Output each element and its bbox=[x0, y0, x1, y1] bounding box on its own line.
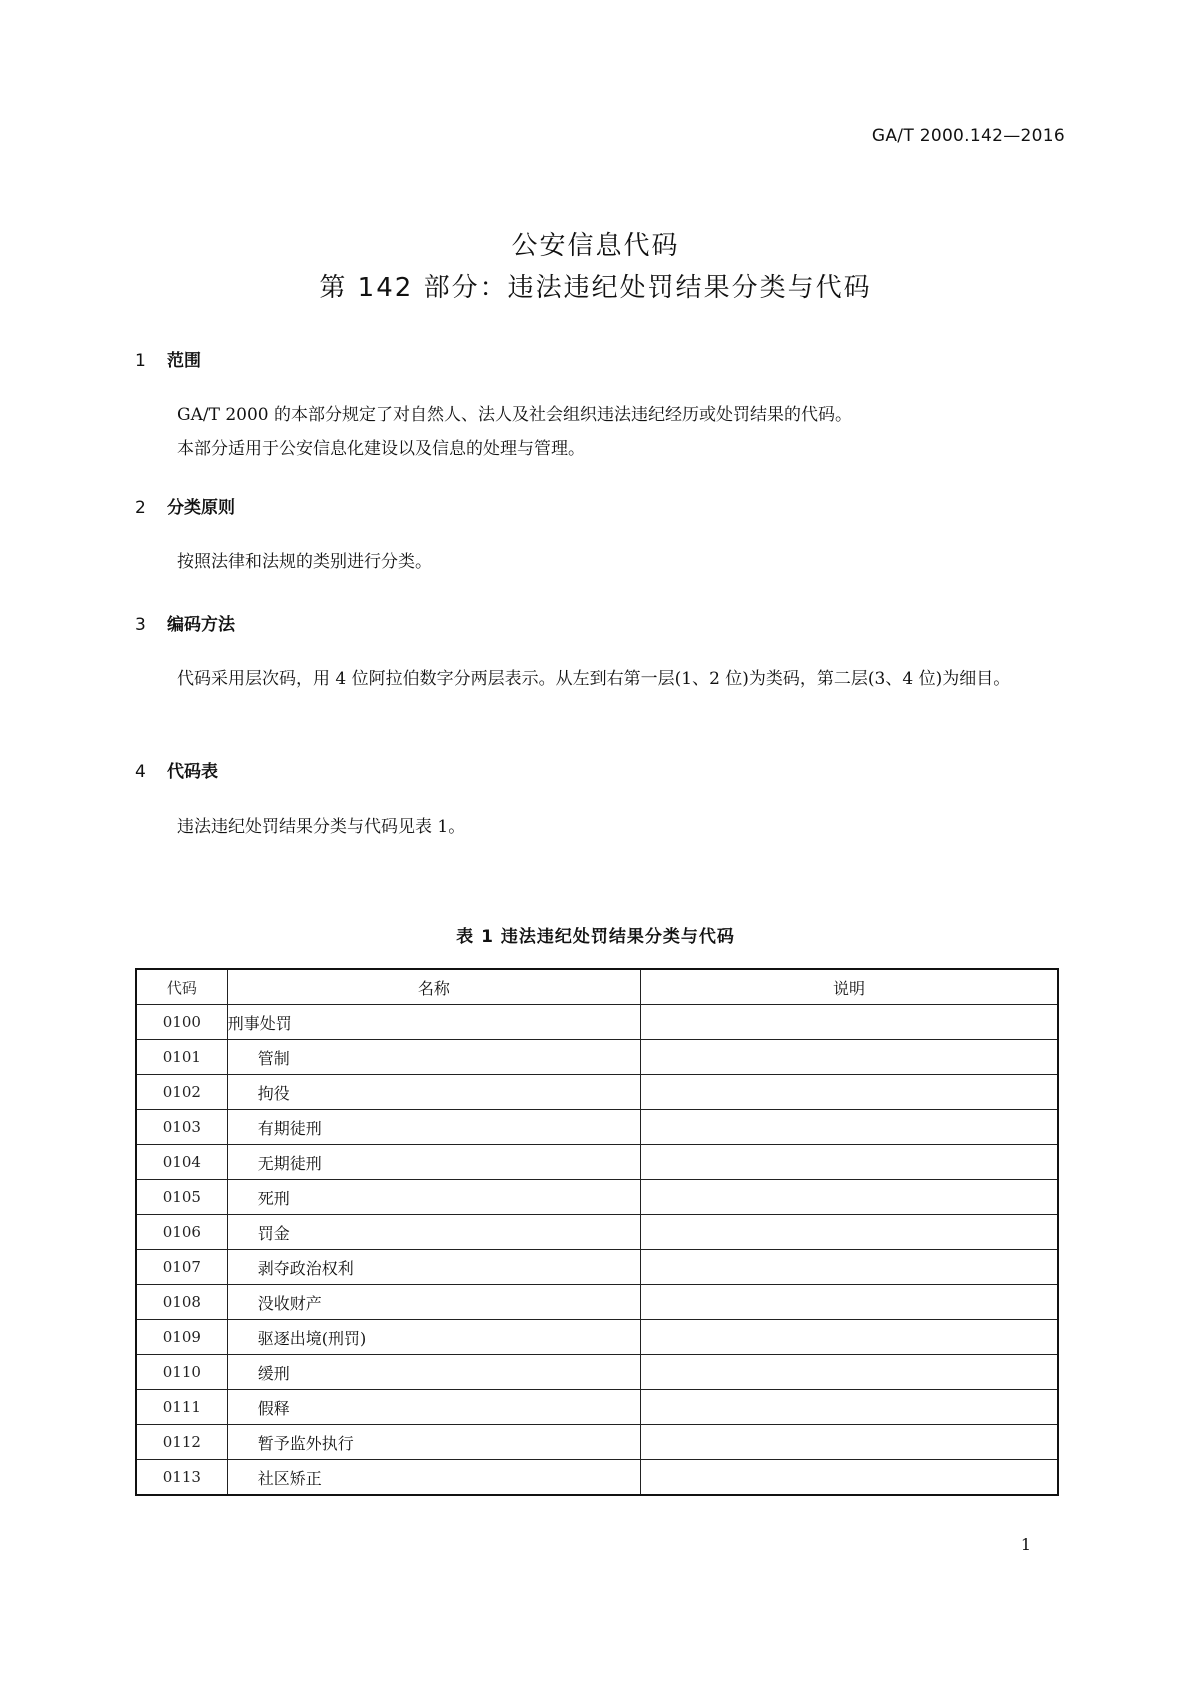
row-name: 无期徒刑 bbox=[227, 1145, 640, 1180]
row-name: 驱逐出境(刑罚) bbox=[227, 1320, 640, 1355]
section-4-number: 4 bbox=[135, 762, 146, 782]
row-code: 0112 bbox=[136, 1425, 227, 1460]
row-code: 0110 bbox=[136, 1355, 227, 1390]
section-2-heading bbox=[135, 493, 235, 518]
row-name: 拘役 bbox=[227, 1075, 640, 1110]
row-code: 0106 bbox=[136, 1215, 227, 1250]
section-4-paragraph-1: 违法违纪处罚结果分类与代码见表 1。 bbox=[177, 817, 466, 837]
table-row bbox=[136, 1460, 1058, 1496]
standard-code: GA/T 2000.142—2016 bbox=[871, 126, 1065, 146]
row-name: 社区矫正 bbox=[227, 1460, 640, 1496]
table-row bbox=[136, 1040, 1058, 1075]
row-desc bbox=[640, 1460, 1058, 1496]
row-code: 0104 bbox=[136, 1145, 227, 1180]
row-name: 缓刑 bbox=[227, 1355, 640, 1390]
section-2-title: 分类原则 bbox=[167, 498, 235, 518]
row-desc bbox=[640, 1110, 1058, 1145]
table-header-row bbox=[136, 969, 1058, 1005]
row-desc bbox=[640, 1040, 1058, 1075]
section-2-number: 2 bbox=[135, 498, 146, 518]
table-row bbox=[136, 1355, 1058, 1390]
section-3-paragraph-1: 代码采用层次码，用 4 位阿拉伯数字分两层表示。从左到右第一层(1、2 位)为类码，第二层(3、4 位)为细目。 bbox=[177, 669, 1011, 689]
table-row bbox=[136, 1215, 1058, 1250]
row-desc bbox=[640, 1250, 1058, 1285]
section-4-heading bbox=[135, 757, 218, 782]
section-3-heading bbox=[135, 610, 235, 635]
code-table bbox=[135, 968, 1059, 1496]
title-line-1: 公安信息代码 bbox=[511, 231, 680, 261]
row-code: 0109 bbox=[136, 1320, 227, 1355]
row-name: 管制 bbox=[227, 1040, 640, 1075]
row-name: 剥夺政治权利 bbox=[227, 1250, 640, 1285]
table-caption: 表 1 违法违纪处罚结果分类与代码 bbox=[456, 927, 735, 947]
title-line-2: 第 142 部分：违法违纪处罚结果分类与代码 bbox=[319, 273, 872, 303]
row-desc bbox=[640, 1180, 1058, 1215]
row-desc bbox=[640, 1075, 1058, 1110]
row-name: 没收财产 bbox=[227, 1285, 640, 1320]
section-1-title: 范围 bbox=[167, 351, 201, 371]
section-4-title: 代码表 bbox=[167, 762, 218, 782]
header-code: 代码 bbox=[136, 969, 227, 1005]
document-title bbox=[0, 226, 1191, 308]
row-name: 假释 bbox=[227, 1390, 640, 1425]
table-row bbox=[136, 1320, 1058, 1355]
section-2-paragraph-1: 按照法律和法规的类别进行分类。 bbox=[177, 552, 432, 572]
table-row bbox=[136, 1075, 1058, 1110]
row-desc bbox=[640, 1320, 1058, 1355]
row-desc bbox=[640, 1145, 1058, 1180]
header-name: 名称 bbox=[227, 969, 640, 1005]
table-row bbox=[136, 1005, 1058, 1040]
row-name: 有期徒刑 bbox=[227, 1110, 640, 1145]
row-code: 0108 bbox=[136, 1285, 227, 1320]
row-code: 0103 bbox=[136, 1110, 227, 1145]
table-row bbox=[136, 1250, 1058, 1285]
row-desc bbox=[640, 1425, 1058, 1460]
table-row bbox=[136, 1285, 1058, 1320]
table-row bbox=[136, 1425, 1058, 1460]
table-row bbox=[136, 1145, 1058, 1180]
section-1-paragraph-1: GA/T 2000 的本部分规定了对自然人、法人及社会组织违法违纪经历或处罚结果的代码。 bbox=[177, 405, 852, 425]
row-code: 0113 bbox=[136, 1460, 227, 1496]
row-desc bbox=[640, 1215, 1058, 1250]
row-desc bbox=[640, 1005, 1058, 1040]
row-code: 0101 bbox=[136, 1040, 227, 1075]
header-desc: 说明 bbox=[640, 969, 1058, 1005]
row-desc bbox=[640, 1355, 1058, 1390]
row-name: 暂予监外执行 bbox=[227, 1425, 640, 1460]
row-code: 0107 bbox=[136, 1250, 227, 1285]
section-3-number: 3 bbox=[135, 615, 146, 635]
row-code: 0102 bbox=[136, 1075, 227, 1110]
section-1-paragraph-2: 本部分适用于公安信息化建设以及信息的处理与管理。 bbox=[177, 439, 585, 459]
row-code: 0105 bbox=[136, 1180, 227, 1215]
section-1-heading bbox=[135, 346, 201, 371]
row-name: 死刑 bbox=[227, 1180, 640, 1215]
page-number: 1 bbox=[1020, 1535, 1031, 1554]
section-1-number: 1 bbox=[135, 351, 146, 371]
row-code: 0111 bbox=[136, 1390, 227, 1425]
section-3-title: 编码方法 bbox=[167, 615, 235, 635]
table-row bbox=[136, 1390, 1058, 1425]
row-name: 罚金 bbox=[227, 1215, 640, 1250]
row-desc bbox=[640, 1390, 1058, 1425]
table-row bbox=[136, 1180, 1058, 1215]
row-name: 刑事处罚 bbox=[227, 1005, 640, 1040]
row-code: 0100 bbox=[136, 1005, 227, 1040]
table-row bbox=[136, 1110, 1058, 1145]
row-desc bbox=[640, 1285, 1058, 1320]
